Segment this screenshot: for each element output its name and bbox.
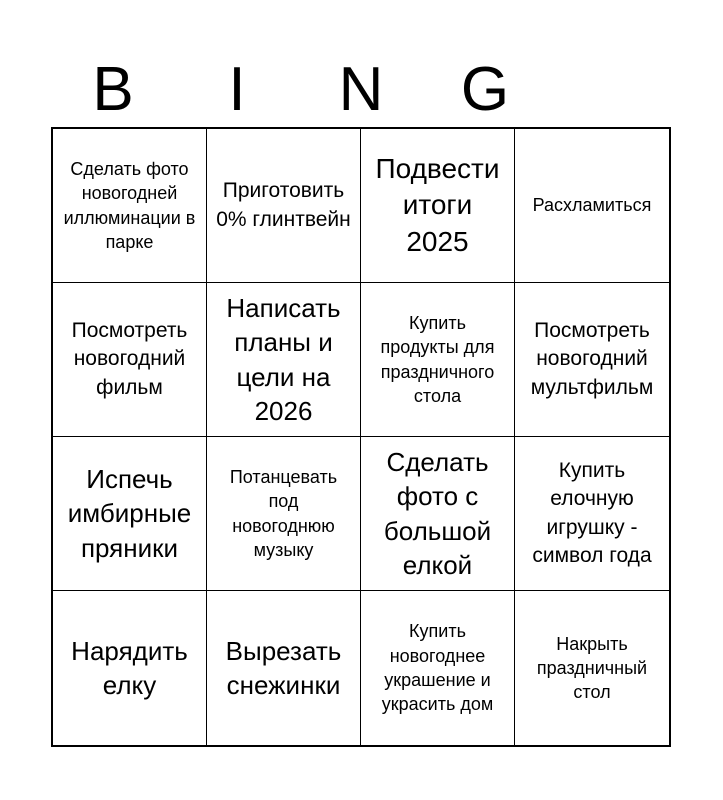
bingo-cell[interactable] [515,437,669,591]
bingo-cell-text: Накрыть праздничный стол [536,633,648,703]
bingo-cell[interactable] [361,591,515,745]
bingo-cell[interactable] [53,437,207,591]
bingo-cell-text: Посмотреть новогодний фильм [71,318,188,399]
bingo-cell[interactable] [515,283,669,437]
bingo-cell-text: Сделать фото новогодней иллюминации в парке [63,158,196,252]
bingo-cell-text: Сделать фото с большой елкой [383,446,492,580]
bingo-board [51,127,671,747]
bingo-cell-text: Подвести итоги 2025 [375,152,500,257]
bingo-cell-text: Вырезать снежинки [225,635,342,700]
bingo-cell[interactable] [207,591,361,745]
bingo-cell-text: Купить продукты для праздничного стола [380,312,495,406]
bingo-cell[interactable] [361,129,515,283]
bingo-cell-text: Купить новогоднее украшение и украсить дом [381,621,494,715]
header-letter-n: N [338,55,384,124]
bingo-cell[interactable] [361,437,515,591]
bingo-cell[interactable] [207,437,361,591]
bingo-cell[interactable] [515,591,669,745]
bingo-cell[interactable] [207,129,361,283]
bingo-cell-text: Приготовить 0% глинтвейн [216,179,351,231]
bingo-cell-text: Посмотреть новогодний мультфильм [530,318,654,399]
header-letter-g: G [460,55,510,124]
bingo-cell[interactable] [207,283,361,437]
bingo-cell[interactable] [53,283,207,437]
bingo-cell-text: Нарядить елку [71,635,188,700]
bingo-cell[interactable] [53,129,207,283]
bingo-cell-text: Купить елочную игрушку - символ года [532,458,652,567]
bingo-cell-text: Написать планы и цели на 2026 [226,292,341,426]
bingo-cell-text: Испечь имбирные пряники [67,464,192,563]
bingo-header [51,52,671,128]
header-letter-b: B [92,55,134,124]
bingo-cell[interactable] [53,591,207,745]
header-letter-i: I [228,55,246,124]
bingo-cell-text: Потанцевать под новогоднюю музыку [229,466,338,560]
bingo-cell[interactable] [515,129,669,283]
bingo-cell[interactable] [361,283,515,437]
bingo-cell-text: Расхламиться [532,195,652,216]
